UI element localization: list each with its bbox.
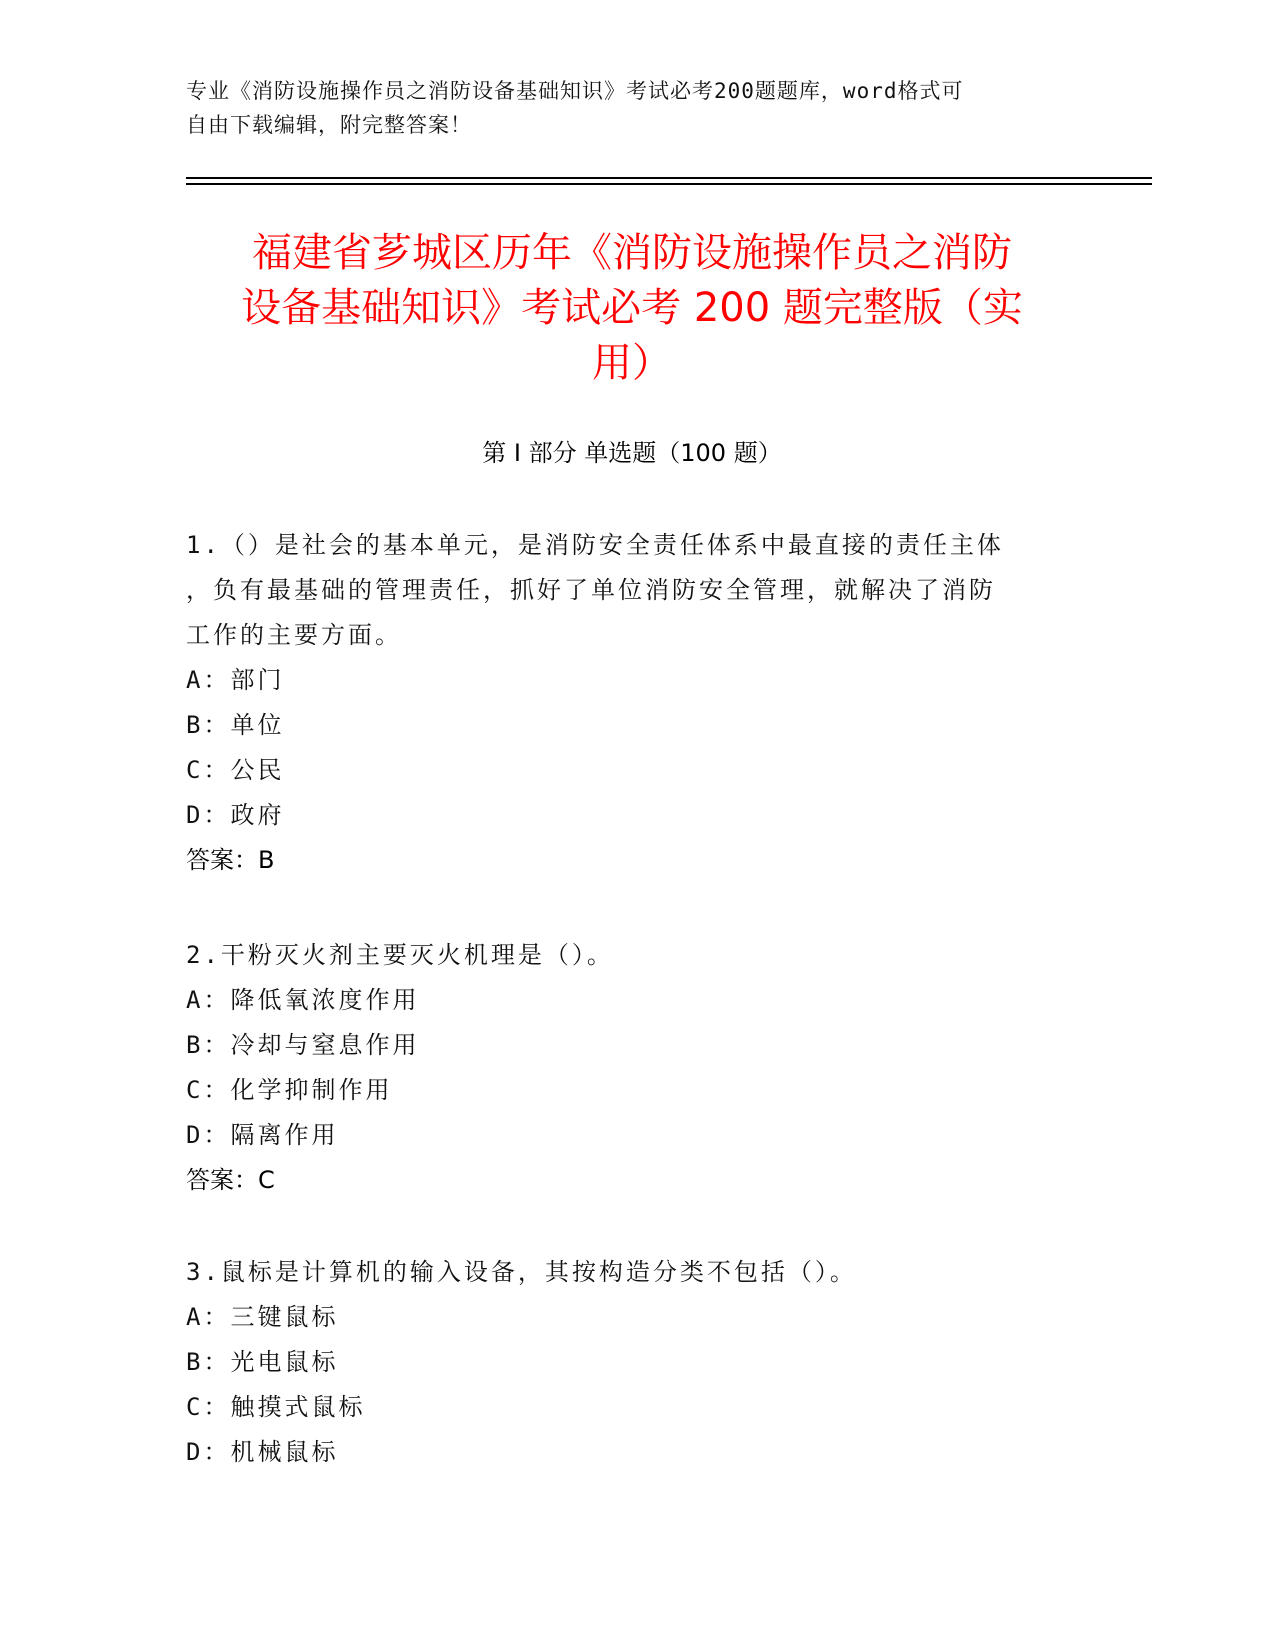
question-2-answer: 答案：C [186,1166,275,1194]
document-title-line-3: 用） [592,340,672,386]
question-2-option-d: D：隔离作用 [186,1121,339,1149]
header-note [186,74,1086,142]
question-3-option-a: A：三键鼠标 [186,1303,339,1331]
question-3-option-c: C：触摸式鼠标 [186,1393,366,1421]
question-1-text-line-3: 工作的主要方面。 [186,621,402,649]
document-title-line-1: 福建省芗城区历年《消防设施操作员之消防 [252,230,1012,276]
question-2-option-a: A：降低氧浓度作用 [186,986,420,1014]
question-2-text-line-1: 2.干粉灭火剂主要灭火机理是（）。 [186,941,614,969]
question-2-option-b: B：冷却与窒息作用 [186,1031,420,1059]
header-divider-top [186,177,1152,179]
question-1-text-line-2: ，负有最基础的管理责任，抓好了单位消防安全管理，就解决了消防 [186,576,996,604]
question-2-option-c: C：化学抑制作用 [186,1076,393,1104]
question-2 [186,933,1066,1203]
document-title [186,226,1078,391]
question-3-option-b: B：光电鼠标 [186,1348,339,1376]
question-1-option-a: A：部门 [186,666,285,694]
question-1 [186,523,1066,883]
section-title: 第 I 部分 单选题（100 题） [482,439,782,467]
question-1-answer: 答案：B [186,846,275,874]
question-1-option-d: D：政府 [186,801,285,829]
question-1-text-line-1: 1.（）是社会的基本单元，是消防安全责任体系中最直接的责任主体 [186,531,1004,559]
question-1-option-b: B：单位 [186,711,285,739]
question-1-option-c: C：公民 [186,756,285,784]
document-title-line-2: 设备基础知识》考试必考 200 题完整版（实 [241,285,1023,331]
header-divider-bottom [186,183,1152,185]
question-3 [186,1250,1066,1475]
question-3-option-d: D：机械鼠标 [186,1438,339,1466]
question-3-text-line-1: 3.鼠标是计算机的输入设备，其按构造分类不包括（）。 [186,1258,857,1286]
header-note-line-2: 自由下载编辑，附完整答案！ [186,113,472,137]
header-note-line-1: 专业《消防设施操作员之消防设备基础知识》考试必考200题题库，word格式可 [186,79,964,103]
